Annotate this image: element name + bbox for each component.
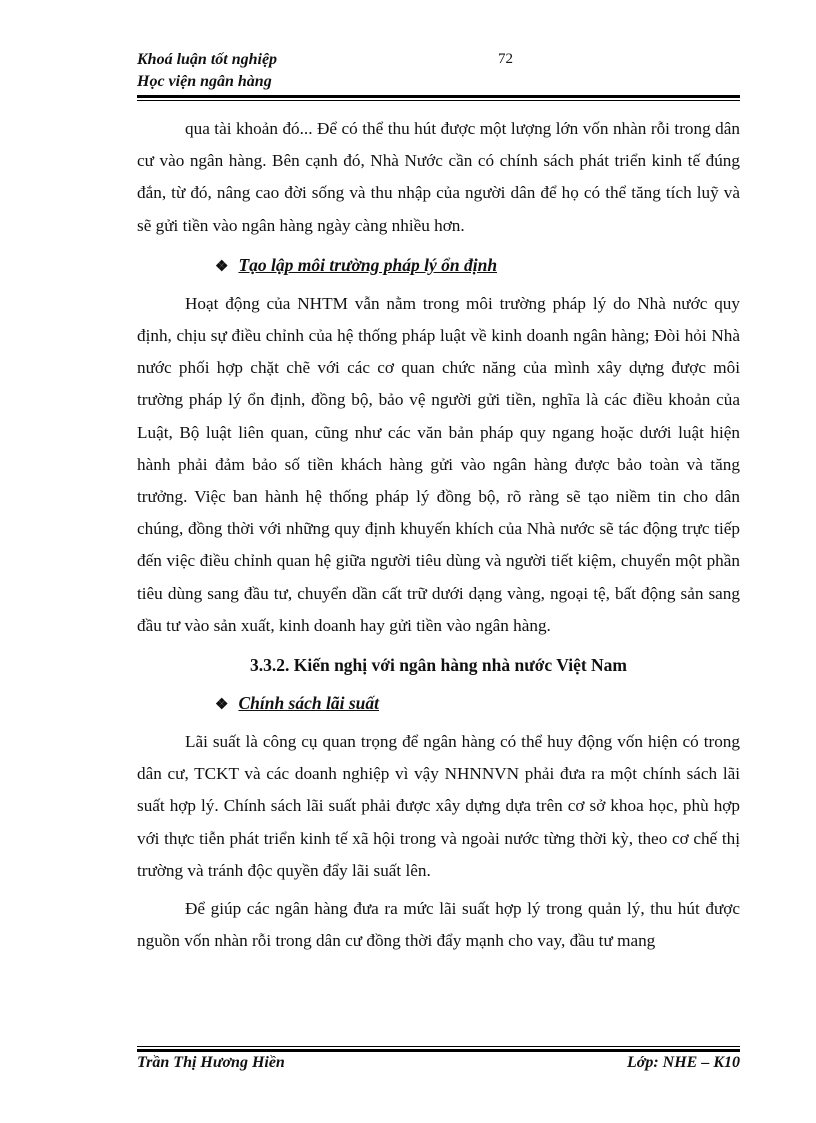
paragraph-interest-management: Để giúp các ngân hàng đưa ra mức lãi suất hợp lý trong quản lý, thu hút được nguồn vốn nhàn rỗi trong dân cư đồng thời đẩy mạnh cho vay, đầu tư mang (137, 899, 740, 951)
paragraph-interest-rate: Lãi suất là công cụ quan trọng để ngân hàng có thể huy động vốn hiện có trong dân cư, TCKT và các doanh nghiệp vì vậy NHNNVN phải đưa ra một chính sách lãi suất hợp lý. Chính sách lãi suất phải được xây dựng dựa trên cơ sở khoa học, phù hợp với thực tiễn phát triển kinh tế xã hội trong và ngoài nước từng thời kỳ, theo cơ chế thị trường và tránh độc quyền đẩy lãi suất lên. (137, 732, 740, 880)
page-body (137, 113, 740, 957)
header-thesis-label: Khoá luận tốt nghiệp (137, 51, 278, 68)
footer-class: Lớp: NHE – K10 (626, 1054, 740, 1071)
footer-rule-thin (137, 1046, 740, 1047)
paragraph-legal-environment: Hoạt động của NHTM vẫn nằm trong môi trường pháp lý do Nhà nước quy định, chịu sự điều chỉnh của hệ thống pháp luật về kinh doanh ngân hàng; Đòi hỏi Nhà nước phối hợp chặt chẽ với các cơ quan chức năng của mình xây dựng được môi trường pháp lý ổn định, đồng bộ, bảo vệ người gửi tiền, nghĩa là các điều khoản của Luật, Bộ luật liên quan, cũng như các văn bản pháp quy ngang hoặc dưới luật hiện hành phải đảm bảo số tiền khách hàng gửi vào ngân hàng được bảo toàn và tăng trưởng. Việc ban hành hệ thống pháp lý đồng bộ, rõ ràng sẽ tạo niềm tin cho dân chúng, đồng thời với những quy định khuyến khích của Nhà nước sẽ tác động trực tiếp đến việc điều chỉnh quan hệ giữa người tiêu dùng và người tiết kiệm, chuyển một phần tiêu dùng sang đầu tư, chuyển dần cất trữ dưới dạng vàng, ngoại tệ, bất động sản sang đầu tư vào sản xuất, kinh doanh hay gửi tiền vào ngân hàng. (137, 293, 740, 635)
bullet-heading-text: Chính sách lãi suất (238, 693, 379, 714)
paragraph-deposit-mobilization: qua tài khoản đó... Để có thể thu hút được một lượng lớn vốn nhàn rỗi trong dân cư vào ngân hàng. Bên cạnh đó, Nhà Nước cần có chính sách phát triển kinh tế đúng đắn, từ đó, nâng cao đời sống và thu nhập của người dân để họ có thể tăng tích luỹ và sẽ gửi tiền vào ngân hàng ngày càng nhiều hơn. (137, 119, 740, 235)
section-heading: 3.3.2. Kiến nghị với ngân hàng nhà nước Việt Nam (249, 655, 628, 676)
diamond-bullet-icon: ❖ (215, 697, 229, 714)
footer-author: Trần Thị Hương Hiền (137, 1054, 285, 1071)
bullet-heading-text: Tạo lập môi trường pháp lý ổn định (238, 254, 498, 275)
diamond-bullet-icon: ❖ (215, 258, 229, 275)
header-institution-label: Học viện ngân hàng (137, 73, 272, 90)
running-header (137, 49, 277, 93)
bullet-heading-legal-environment (215, 250, 740, 282)
bullet-heading-interest-policy (215, 688, 740, 720)
footer-rule-thick (137, 1049, 740, 1052)
header-rule-thin (137, 100, 740, 101)
page-number: 72 (498, 51, 513, 67)
header-rule-thick (137, 95, 740, 98)
